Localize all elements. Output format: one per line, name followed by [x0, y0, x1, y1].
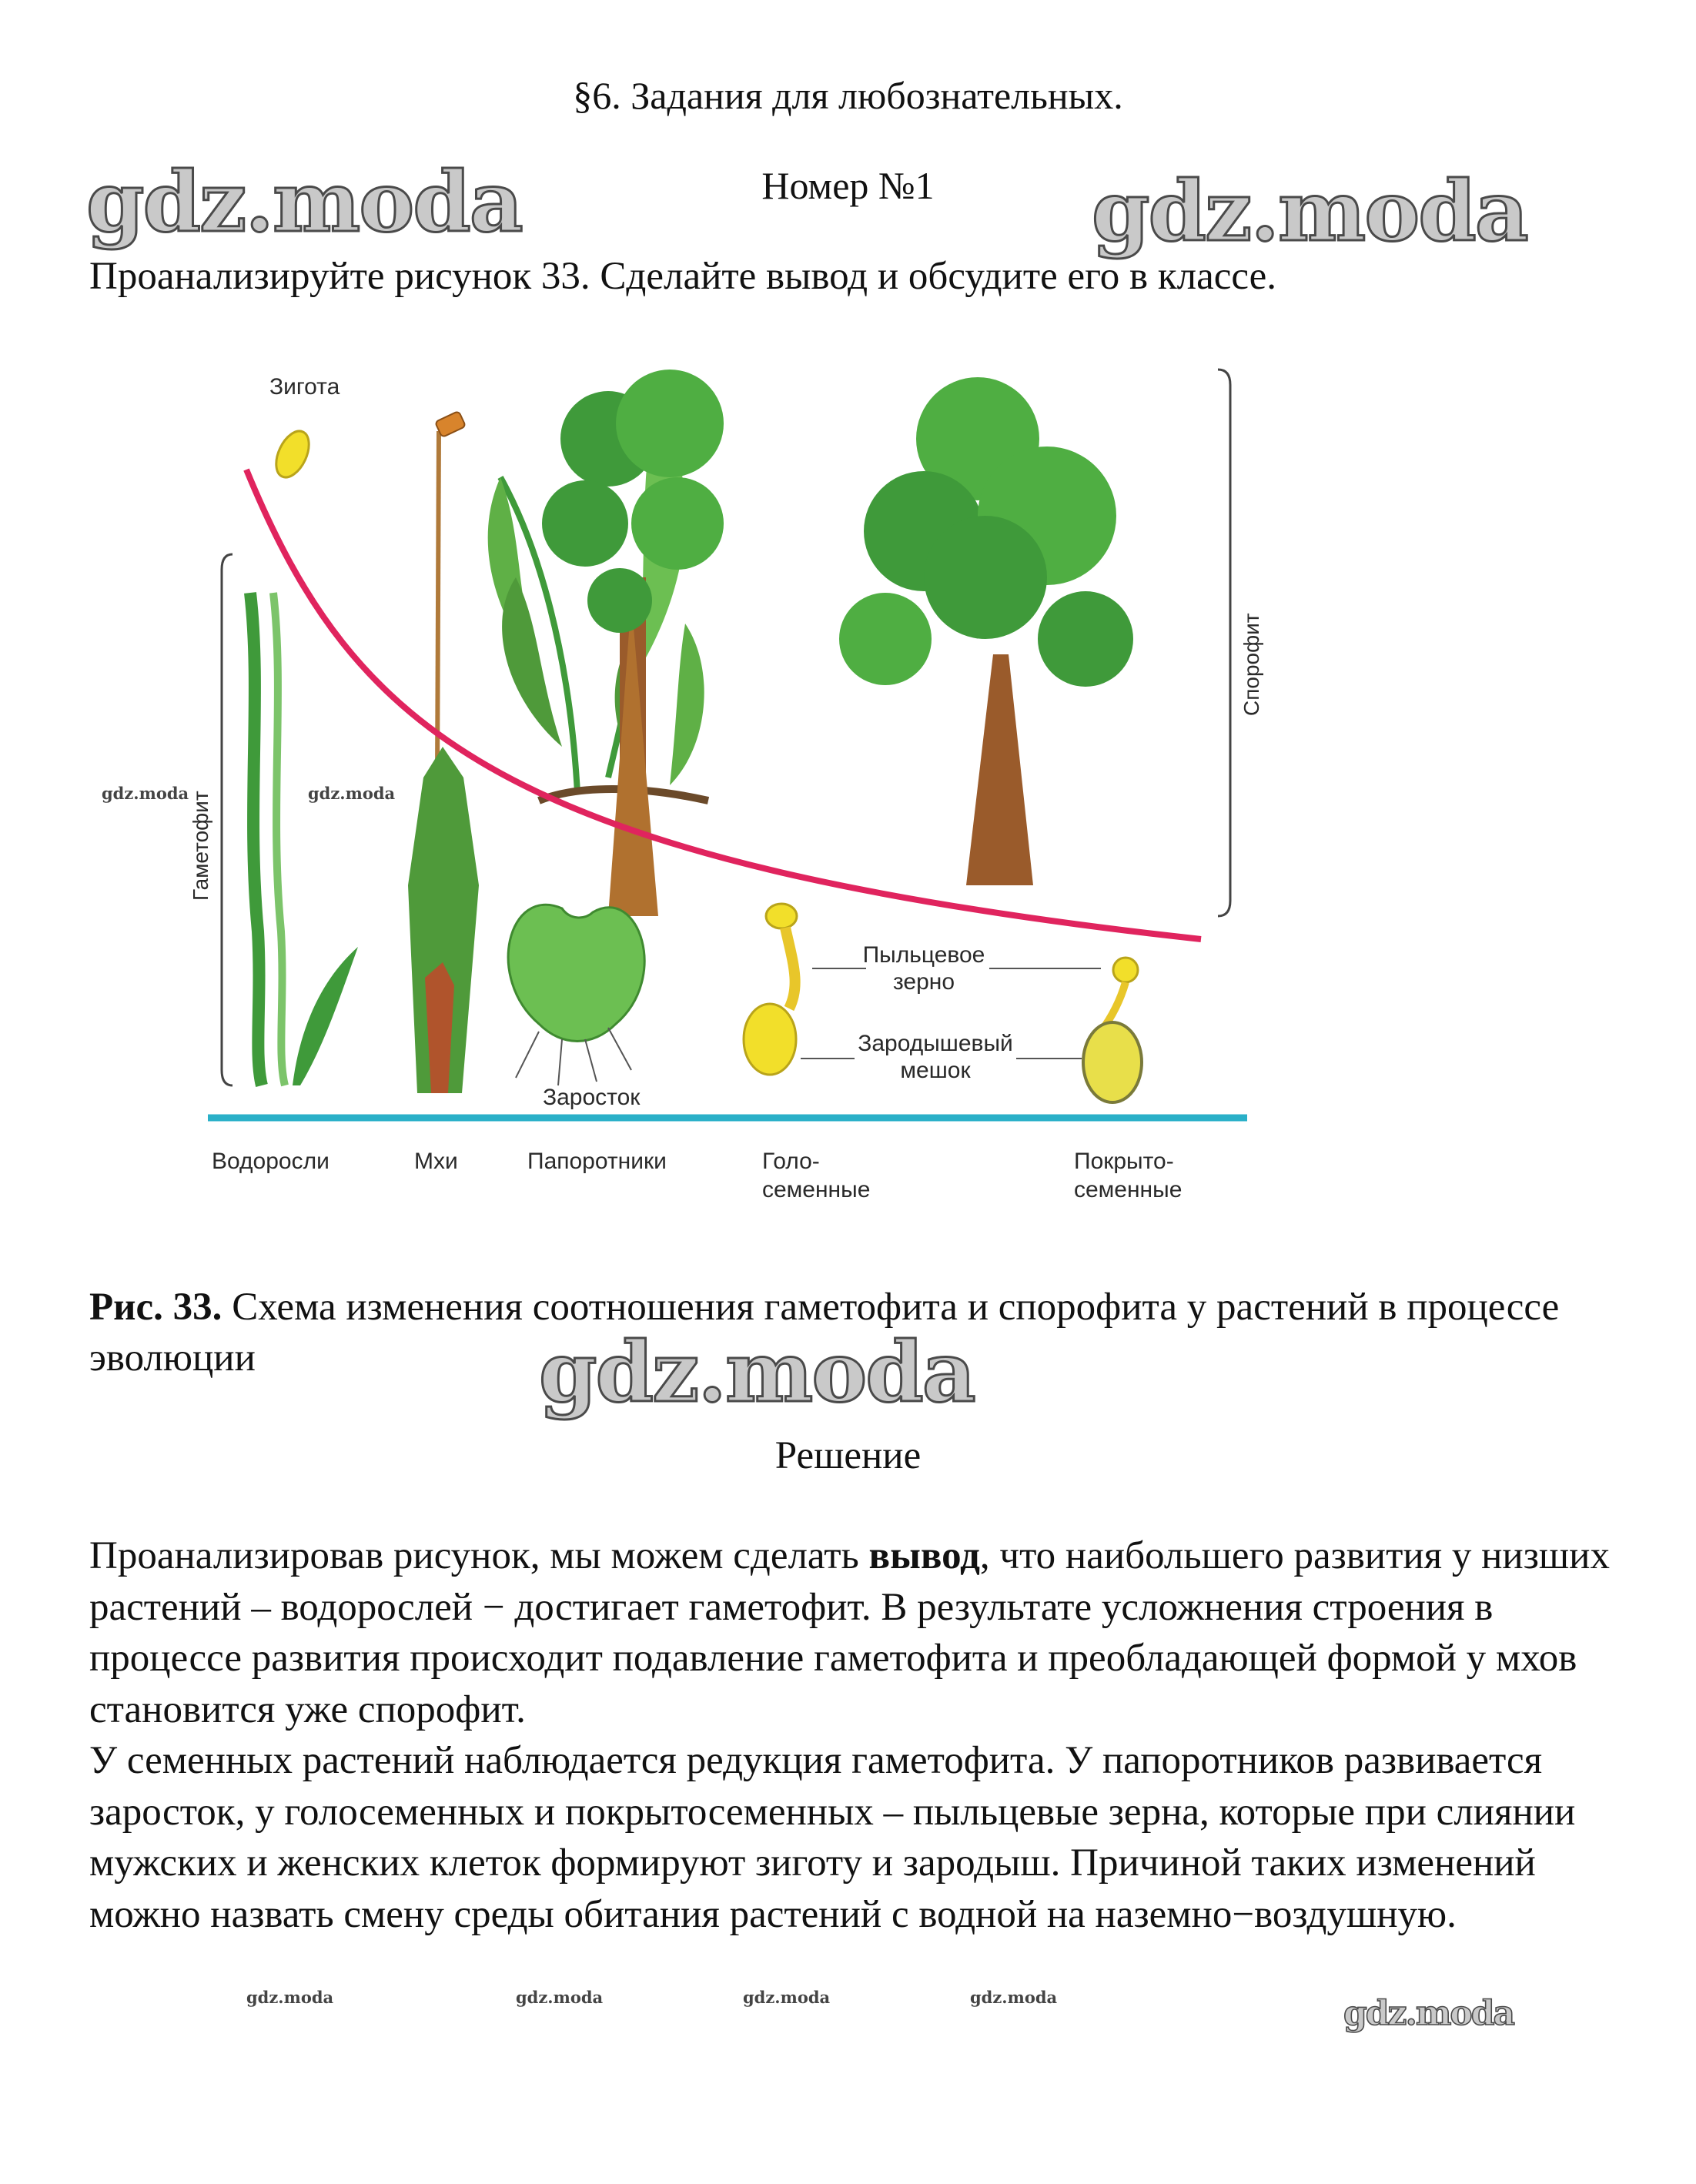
pollen-grain-icon [766, 904, 797, 1008]
sporophyte-label: Спорофит [1239, 613, 1263, 716]
group-label-moss: Мхи [414, 1149, 458, 1174]
group-label-gymnosperms: Голо- [762, 1149, 820, 1174]
task-number: Номер №1 [761, 164, 935, 207]
group-label-gymnosperms: семенные [762, 1177, 871, 1202]
watermark-logo: gdz.moda [970, 1988, 1058, 2007]
solution-text-part: , что наибольшего развития у низших растений – водорослей − достигает гаметофит. В результате усложнения строения в процессе развития происходит подавление гаметофита и преобладающей формой у мхов становится уже спорофит. [89, 1534, 1610, 1731]
pollen-label: Пыльцевое [862, 942, 985, 968]
embryo-sac-label: мешок [900, 1058, 971, 1083]
gametophyte-bracket [222, 554, 232, 1085]
pollen-label: зерно [892, 969, 955, 995]
watermark-logo: gdz.moda [246, 1988, 334, 2007]
angiosperm-pollen-icon [1101, 958, 1138, 1032]
zygote-icon [269, 426, 316, 482]
gametophyte-label: Гаметофит [189, 791, 212, 901]
group-label-angiosperms: семенные [1074, 1177, 1183, 1202]
prothallus-label: Заросток [543, 1085, 641, 1110]
solution-text [89, 1530, 1621, 1940]
watermark-logo: gdz.moda [743, 1988, 831, 2007]
zygote-label: Зигота [269, 374, 340, 400]
watermark-logo: gdz.moda [1343, 1994, 1514, 2033]
embryo-sac-icon [744, 1004, 796, 1075]
solution-emphasis: вывод [868, 1534, 980, 1577]
angiosperm-embryo-sac-icon [1083, 1022, 1142, 1102]
solution-title: Решение [774, 1434, 922, 1477]
watermark-logo: gdz.moda [539, 1324, 975, 1421]
embryo-sac-label: Зародышевый [858, 1031, 1013, 1056]
caption-text: Схема изменения соотношения гаметофита и спорофита у растений в процессе эволюции [89, 1286, 1560, 1380]
section-heading: §6. Задания для любознательных. [573, 74, 1123, 117]
group-label-angiosperms: Покрыто- [1074, 1149, 1174, 1174]
watermark-logo: gdz.moda [86, 154, 522, 251]
caption-label: Рис. 33. [89, 1286, 222, 1329]
sporophyte-bracket [1218, 370, 1230, 916]
solution-paragraph: У семенных растений наблюдается редукция гаметофита. У папоротников развивается заросток, у голосеменных и покрытосеменных – пыльцевые зерна, которые при слиянии мужских и женских клеток формируют зиготу и зародыш. Причиной таких изменений можно назвать смену среды обитания растений с водной на наземно−воздушную. [89, 1739, 1576, 1936]
watermark-logo: gdz.moda [102, 784, 189, 803]
pine-tree-icon [542, 370, 724, 916]
watermark-logo: gdz.moda [516, 1988, 604, 2007]
solution-paragraph [89, 1530, 1621, 1735]
algae-icon [250, 593, 358, 1085]
group-label-algae: Водоросли [212, 1149, 329, 1174]
prothallus-icon [508, 905, 644, 1085]
deciduous-tree-icon [839, 377, 1133, 885]
watermark-logo: gdz.moda [308, 784, 396, 803]
watermark-logo: gdz.moda [1092, 163, 1527, 260]
task-text: Проанализируйте рисунок 33. Сделайте вывод и обсудите его в классе. [89, 255, 1277, 298]
group-label-ferns: Папоротники [527, 1149, 667, 1174]
solution-text-part: Проанализировав рисунок, мы можем сделать [89, 1534, 869, 1577]
